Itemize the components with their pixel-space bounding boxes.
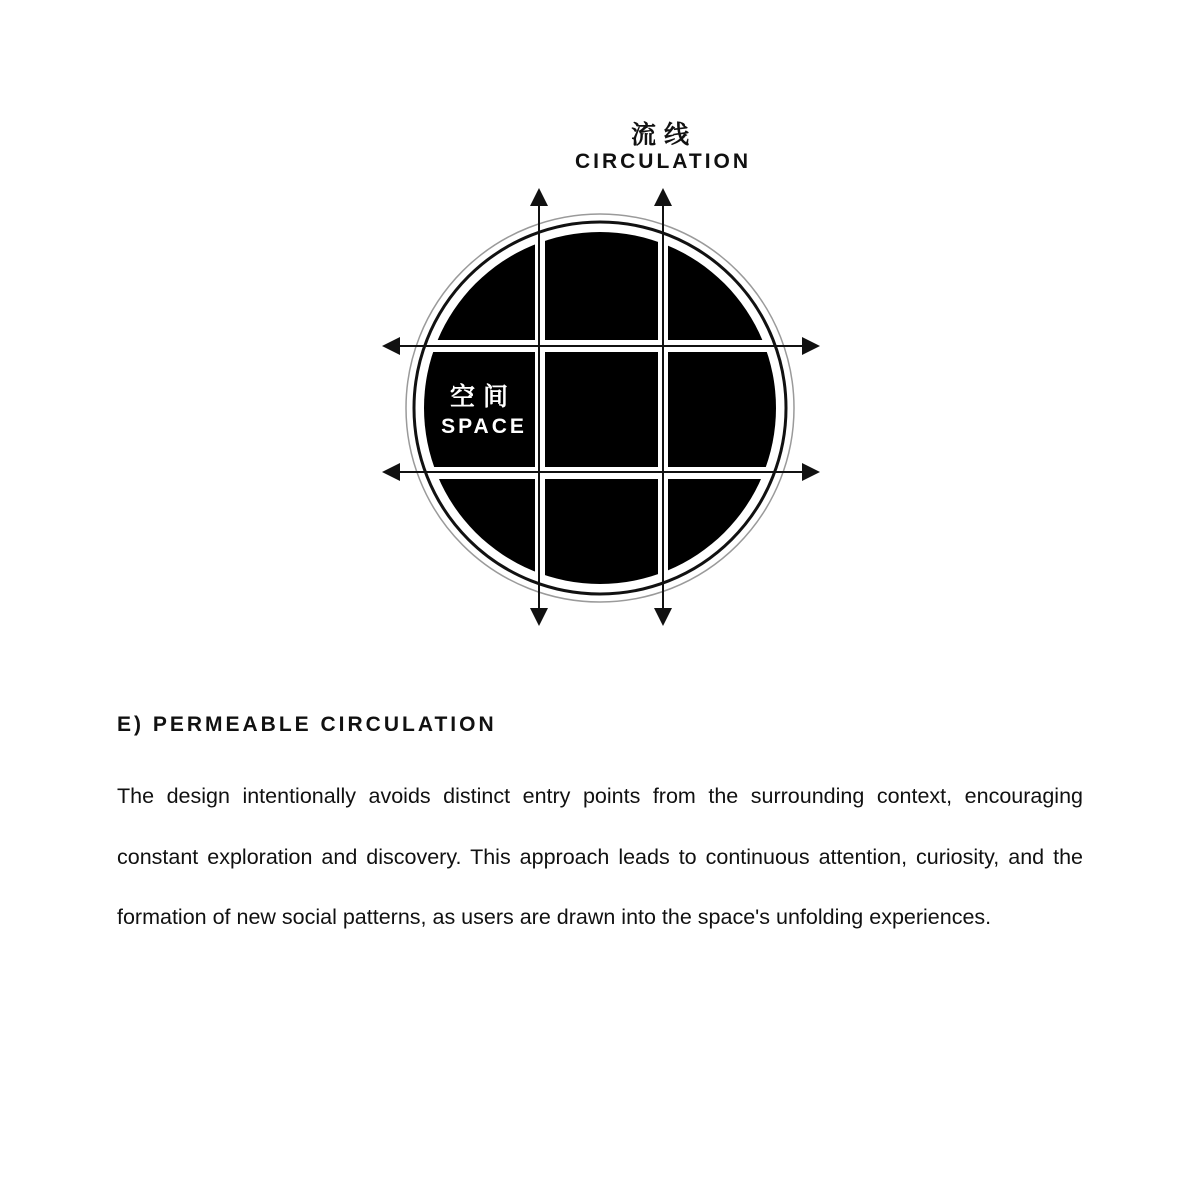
arrow-left-icon [382,337,400,355]
section-title: E) PERMEABLE CIRCULATION [117,713,497,736]
space-label-cn: 空间 [449,382,517,411]
circulation-label-en: CIRCULATION [574,150,752,173]
arrow-down-icon [654,608,672,626]
arrow-left-icon [382,463,400,481]
arrow-right-icon [802,463,820,481]
arrow-down-icon [530,608,548,626]
space-cell [668,479,803,619]
space-cell [400,200,535,340]
space-label-en: SPACE [441,415,527,438]
circulation-label-cn: 流线 [630,120,698,149]
arrow-right-icon [802,337,820,355]
space-cell [545,352,658,467]
arrow-up-icon [530,188,548,206]
arrow-up-icon [654,188,672,206]
section-body: The design intentionally avoids distinct entry points from the surrounding context, encouraging constant exploration and discovery. This approach leads to continuous attention, curiosity, and the formation of new social patterns, as users are drawn into the space's unfolding experiences. [117,784,1083,929]
